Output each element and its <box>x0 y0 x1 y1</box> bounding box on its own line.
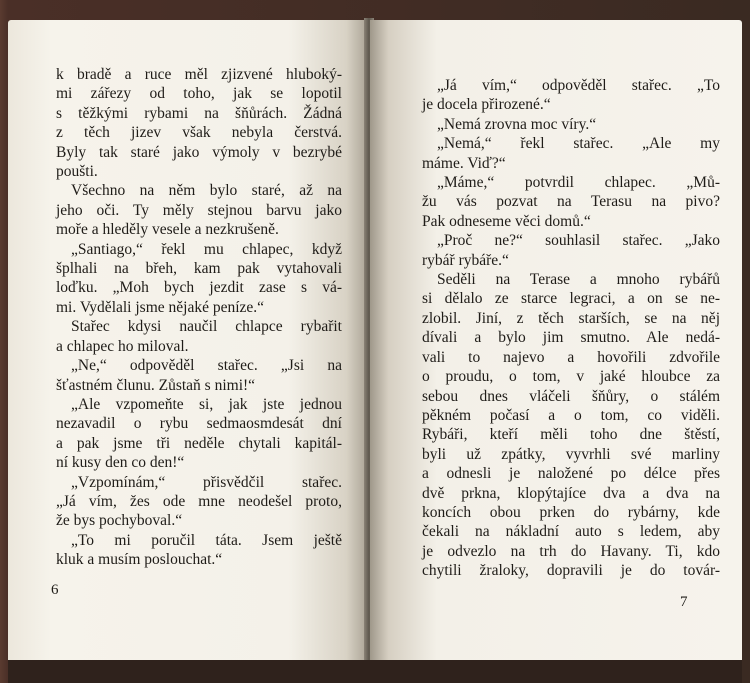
right-page-text <box>422 76 720 581</box>
text-line: chytili žraloky, dopravili je do továr- <box>422 562 720 580</box>
text-line: sebou dnes vláčeli šňůry, o stálém <box>422 387 720 405</box>
text-line: je odvezlo na trh do Havany. Ti, kdo <box>422 542 720 560</box>
right-page-number: 7 <box>680 594 688 610</box>
text-line: „Santiago,“ řekl mu chlapec, když <box>71 240 342 258</box>
text-line: „Máme,“ potvrdil chlapec. „Mů- <box>437 174 720 192</box>
text-line: „Ale vzpomeňte si, jak jste jednou <box>71 395 342 413</box>
text-line: a chlapec ho miloval. <box>56 337 189 355</box>
text-line: byli už zpátky, vyvrhli své marliny <box>422 445 720 463</box>
text-line: je docela přirozené.“ <box>422 96 551 114</box>
text-line: „Já vím, žes ode mne neodešel proto, <box>56 492 342 510</box>
text-line: loďku. „Moh bych jezdit zase s vá- <box>56 279 342 297</box>
text-line: „Proč ne?“ souhlasil stařec. „Jako <box>437 232 720 250</box>
text-line: nezavadil o rybu sedmaosmdesát dní <box>56 415 342 433</box>
text-line: s těžkými rybami na šňůrách. Žádná <box>56 104 342 122</box>
text-line: Pak odneseme věci domů.“ <box>422 212 591 230</box>
text-line: kluk a musím poslouchat.“ <box>56 551 223 569</box>
text-line: Rybáři, kteří měli toho dne štěstí, <box>422 426 720 444</box>
text-line: k bradě a ruce měl zjizvené hluboký- <box>56 66 342 83</box>
text-line: Seděli na Terase a mnoho rybářů <box>437 271 720 289</box>
text-line: a odnesli je naložené po délce přes <box>422 465 720 483</box>
text-line: „Já vím,“ odpověděl stařec. „To <box>437 77 720 94</box>
text-line: „Nemá,“ řekl stařec. „Ale my <box>437 135 720 153</box>
text-line: „Nemá zrovna moc víry.“ <box>437 115 597 133</box>
text-line: čekali na nákladní auto s ledem, aby <box>422 523 720 541</box>
text-line: „To mi poručil táta. Jsem ještě <box>71 531 342 549</box>
text-line: máme. Viď?“ <box>422 154 506 172</box>
text-line: Byly tak staré jako výmoly v bezrybé <box>56 143 342 161</box>
text-line: žu vás pozvat na Terasu na pivo? <box>422 193 720 211</box>
text-line: jeho oči. Ty měly stejnou barvu jako <box>56 201 342 219</box>
text-line: koncích obou prken do rybárny, kde <box>422 503 720 521</box>
text-line: mi zářezy od toho, jak se lopotil <box>56 85 342 103</box>
text-line: Stařec kdysi naučil chlapce rybařit <box>71 318 342 336</box>
text-line: pěkném počasí a o tom, co viděli. <box>422 406 720 424</box>
text-line: dvě prkna, klopýtajíce dva a dva na <box>422 484 720 502</box>
text-line: o proudu, o tom, v jaké hloubce za <box>422 368 720 386</box>
text-line: dívali a bylo jim smutno. Ale nedá- <box>422 329 720 347</box>
text-line: rybář rybáře.“ <box>422 251 509 269</box>
text-line: „Vzpomínám,“ přisvědčil stařec. <box>71 473 342 491</box>
text-line: šťastném člunu. Zůstaň s nimi!“ <box>56 376 256 394</box>
text-line: a pak jsme tři neděle chytali kapitál- <box>56 434 342 452</box>
text-line: si dělalo ze starce legraci, a on se ne- <box>422 290 720 308</box>
text-line: ní kusy den co den!“ <box>56 454 185 472</box>
right-page <box>370 20 742 660</box>
text-line: šplhali na břeh, kam pak vytahovali <box>56 260 342 278</box>
text-line: z těch jizev však nebyla čerstvá. <box>56 124 342 142</box>
text-line: zlobil. Jiní, z těch starších, se na něj <box>422 309 720 327</box>
text-line: moře a hleděly vesele a nezkrušeně. <box>56 221 279 239</box>
text-line: mi. Vydělali jsme nějaké peníze.“ <box>56 298 265 316</box>
text-line: poušti. <box>56 163 98 181</box>
left-page-text <box>56 65 342 570</box>
table-surface <box>8 660 742 683</box>
text-line: Všechno na něm bylo staré, až na <box>71 182 342 200</box>
left-page-number: 6 <box>51 582 59 598</box>
text-line: vali to najevo a hovořili zdvořile <box>422 348 720 366</box>
text-line: že bys pochyboval.“ <box>56 512 183 530</box>
left-page <box>8 20 368 660</box>
text-line: „Ne,“ odpověděl stařec. „Jsi na <box>71 357 342 375</box>
